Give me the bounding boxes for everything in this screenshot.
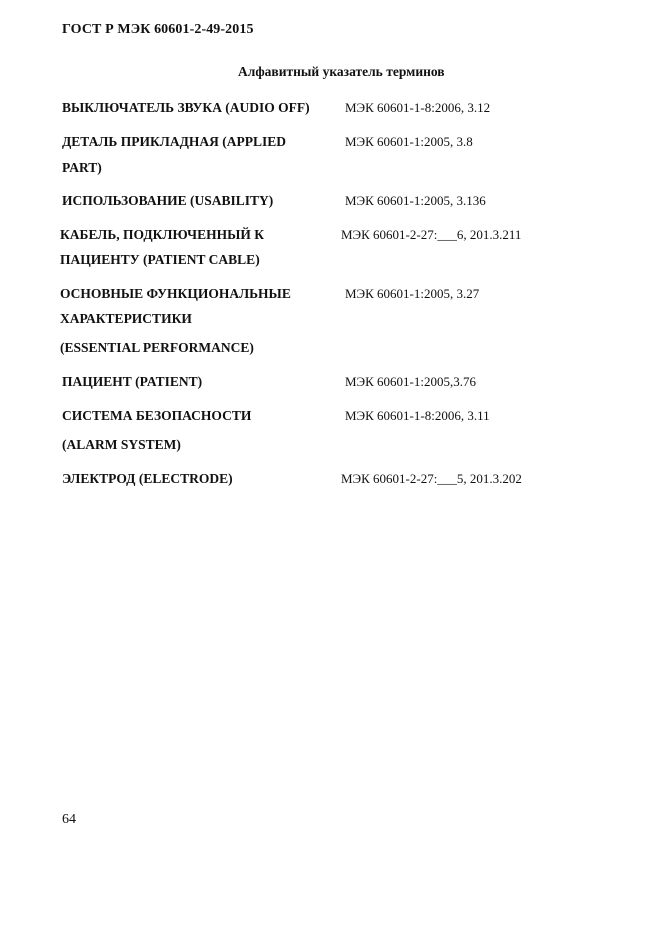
term-line: (ESSENTIAL PERFORMANCE) (60, 340, 254, 355)
term-line: ПАЦИЕНТ (PATIENT) (62, 374, 203, 389)
document-header: ГОСТ Р МЭК 60601-2-49-2015 (62, 22, 254, 37)
term-reference: МЭК 60601-2-27:___5, 201.3.202 (341, 471, 522, 486)
term-line: ОСНОВНЫЕ ФУНКЦИОНАЛЬНЫЕ (60, 286, 291, 301)
term-line: СИСТЕМА БЕЗОПАСНОСТИ (62, 408, 252, 423)
term-line: ПАЦИЕНТУ (PATIENT CABLE) (60, 252, 260, 267)
term-line: ХАРАКТЕРИСТИКИ (60, 311, 192, 326)
term-reference: МЭК 60601-1-8:2006, 3.12 (345, 100, 491, 115)
term-reference: МЭК 60601-2-27:___6, 201.3.211 (341, 227, 522, 242)
term-reference: МЭК 60601-1:2005, 3.8 (345, 134, 473, 149)
index-title: Алфавитный указатель терминов (238, 64, 445, 79)
term-reference: МЭК 60601-1:2005, 3.27 (345, 286, 480, 301)
term-line: (ALARM SYSTEM) (62, 437, 181, 452)
term-line: КАБЕЛЬ, ПОДКЛЮЧЕННЫЙ К (60, 227, 265, 242)
term-line: PART) (62, 160, 102, 175)
term-line: ДЕТАЛЬ ПРИКЛАДНАЯ (APPLIED (62, 134, 286, 149)
page-number: 64 (62, 812, 76, 827)
term-reference: МЭК 60601-1:2005,3.76 (345, 374, 477, 389)
term-reference: МЭК 60601-1:2005, 3.136 (345, 193, 486, 208)
term-line: ВЫКЛЮЧАТЕЛЬ ЗВУКА (AUDIO OFF) (62, 100, 310, 115)
term-line: ЭЛЕКТРОД (ELECTRODE) (62, 471, 233, 486)
term-line: ИСПОЛЬЗОВАНИЕ (USABILITY) (62, 193, 274, 208)
term-reference: МЭК 60601-1-8:2006, 3.11 (345, 408, 490, 423)
